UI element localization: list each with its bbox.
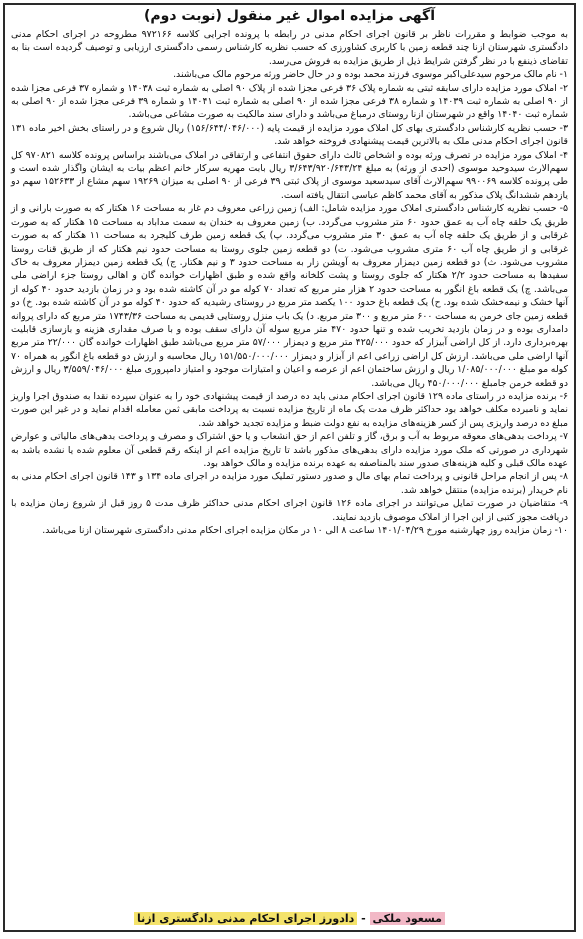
notice-item-5: ۵- حسب نظریه کارشناس دادگستری املاک مورد مزایده شامل: الف) زمین زراعی معروف دم غار به مساحت ۱۶ هکتار که به صورت بارانی و از طریق یک حلقه چاه آب به عمق حدود ۶۰ متر مشروب می‌گردد. ب) زمین معروف به خندان به سمت مداباد به مساحت ۱۵ هکتار که به صورت غرقابی و از طریق یک حلقه چاه آب به عمق ۳۰ متر مشروب می‌گردد. پ) یک قطعه زمین طرف کلیجرد به مساحت ۱۱ هکتار که به صورت غرقابی و از طریق چاه آب ۶۰ متری مشروب می‌شود. ت) دو قطعه زمین جلوی روستا به مساحت حدود نیم هکتار که از طریق قنات روستا مشروب می‌شود. ث) دو قطعه زمین دیمزار معروف به آویشن زار به مساحت حدود ۳ و نیم هکتار. ج) یک قطعه زمین دیمزار معروف به خاک سفید‌ها به مساحت حدود ۲/۲ هکتار که جلوی روستا و پشت کلخانه واقع شده و طبق اظهارات خوانده گان و اهالی روستا جزء اراضی ملی می‌باشد. چ) یک قطعه باغ انگور به مساحت حدود ۲ هزار متر مربع که تعداد ۷۰ کوله مو در آن کاشته شده بود و در زمان بازدید حدود ۴۰ کوله از آنها خشک و نیمه‌خشک شده بود. ح) یک قطعه باغ حدود ۱۰۰ یکصد متر مربع در روستای رشیدیه که حدود ۴۰ کوله مو در آن کاشته شده بود. خ) دو قطعه زمین جای خرمن به مساحت ۶۰۰ متر مربع و ۳۰۰ متر مربع. د) یک باب منزل روستایی قدیمی به مساحت ۱۷۴۳/۳۶ متر مربع که دارای پروانه دامداری بوده و در زمان بازدید تخریب شده و تنها حدود ۴۷۰ متر مربع سوله آن دارای سقف بوده و با صرف مقداری هزینه و بازسازی قابلیت بهره‌برداری دارد. از کل اراضی آبیزار که حدود ۴۲۵/۰۰۰ متر مربع و دیمزار ۵۷/۰۰۰ متر مربع می‌باشد طبق اظهارات خوانده گان ۲۲/۰۰۰ متر مربع آنها اراضی ملی می‌باشد. ارزش کل اراضی زراعی اعم از آبزار و دیمزار ۱۵۱/۵۵۰/۰۰۰/۰۰۰ ریال محاسبه و ارزش دو قطعه باغ انگور به همراه ۷۰ کوله مو مبلغ ۱/۰۸۵/۰۰۰/۰۰۰ ریال و ارزش ساختمان اعم از عرصه و اعیان و امتیازات موجود و امتیاز دامپروری مبلغ ۳/۵۵۹/۰۴۶/۰۰۰ ریال و ارزش دو قطعه خرمن جامبلغ ۴۵۰/۰۰۰/۰۰۰ ریال می‌باشد. xyxy=(11,203,569,389)
notice-item-2: ۲- املاک مورد مزایده دارای سابقه ثبتی به شماره پلاک ۳۶ فرعی مجزا شده از پلاک ۹۰ اصلی به شماره ثبت ۱۴۰۳۸ و شماره ۳۷ فرعی مجزا شده از ۹۰ اصلی به شماره ثبت ۱۴۰۳۹ و شماره ۳۸ فرعی مجزا شده از ۹۰ اصلی به شماره ثبت ۱۴۰۴۱ و شماره ۳۹ فرعی مجزا شده از ۹۰ اصلی به شماره ثبت ۱۴۰۴۰ واقع در شهرستان ازنا روستای درمباغ می‌باشد و دارای سند مالکیت به صورت مشاعی می‌باشد. xyxy=(11,82,569,121)
notice-item-1: ۱- نام مالک مرحوم سیدعلی‌اکبر موسوی فرزند محمد بوده و در حال حاضر ورثه مرحوم مالک می‌باشند. xyxy=(173,69,568,81)
notice-intro: به موجب ضوابط و مقررات ناظر بر قانون اجرای احکام مدنی در رابطه با پرونده اجرایی کلاسه ۹۷۲۱۶۶ مطروحه در اجرای احکام مدنی دادگستری شهرستان ازنا چند قطعه زمین با کاربری کشاورزی که حسب نظریه کارشناس رسمی دادگستری ارزیابی و توصیف گردیده است بنا به تقاضای ذینفع با در نظر گرفتن شرایط ذیل از طریق مزایده به فروش می‌رسد. xyxy=(11,29,568,67)
notice-item-7: ۷- پرداخت بدهی‌های معوقه مربوط به آب و برق، گاز و تلفن اعم از حق انشعاب و یا حق اشتراک و مصرف و پرداخت بدهی‌های مالیاتی و عوارض شهرداری در صورتی که ملک مورد مزایده دارای بدهی‌های مذکور باشد تا تاریخ مزایده اعم از اینکه رقم قطعی آن معلوم شده یا نشده باشد به عهده مالک قبلی و کلیه هزینه‌های صدور سند بالمناصفه به عهده برنده مزایده و مالک خواهد بود. xyxy=(11,431,568,469)
notice-item-6: ۶- برنده مزایده در راستای ماده ۱۲۹ قانون اجرای احکام مدنی باید ده درصد از قیمت پیشنهادی خود را به عنوان سپرده نقدا به صندوق اجرا واریز نماید و نامبرده مکلف خواهد بود حداکثر ظرف مدت یک ماه از تاریخ مزایده نسبت به پرداخت مابقی ثمن معامله اقدام نماید و در غیر این صورت مبلغ ده درصد واریزی پس از کسر هزینه‌های مزایده به نفع دولت ضبط و مزایده تجدید خواهد شد. xyxy=(11,390,569,429)
signature-separator: - xyxy=(357,912,370,925)
notice-title: آگهی مزایده اموال غیر منقول (نوبت دوم) xyxy=(144,8,435,24)
notice-signature xyxy=(13,912,566,926)
notice-item-4: ۴- املاک مورد مزایده در تصرف ورثه بوده و اشخاص ثالث دارای حقوق انتفاعی و ارتفاقی در املاک می‌باشند براساس پرونده کلاسه ۹۷۰۸۲۱ کل سهم‌الارث سیدوحید موسوی (احدی از ورثه) به مبلغ ۳/۶۴۳/۹۲۰/۶۴۳/۲۴ ریال بابت مهریه سرکار خانم اعظم بیات به ایشان واگذار شده است و طی پرونده کلاسه ۹۹۰۰۶۹ سهم‌الارث آقای سیدسعید موسوی از پلاک ثبتی ۳۹ فرعی از ۹۰ اصلی به میزان ۱۹۲۶۹ سهم مشاع از ۱۵۲۶۳۳ سهم دو یازدهم ششدانگ پلاک مذکور به آقای محمد کاظم عباسی انتقال یافته است. xyxy=(11,149,568,201)
signatory-office: دادورز اجرای احکام مدنی دادگستری ازنا xyxy=(134,912,357,925)
auction-notice xyxy=(3,3,576,932)
notice-item-3: ۳- حسب نظریه کارشناس دادگستری بهای کل املاک مورد مزایده از قیمت پایه (۱۵۶/۶۴۴/۰۴۶/۰۰۰) ریال شروع و در راستای بخش اخیر ماده ۱۳۱ قانون اجرای احکام مدنی ملک به بالاترین قیمت پیشنهادی فروخته خواهد شد. xyxy=(11,122,568,148)
notice-item-8: ۸- پس از انجام مراحل قانونی و پرداخت تمام بهای مال و صدور دستور تملیک مورد مزایده در اجرای ماده ۱۳۴ و ۱۴۳ قانون اجرای احکام مدنی به نام خریدار (برنده مزایده) منتقل خواهد شد. xyxy=(11,471,568,496)
signatory-name: مسعود ملکی xyxy=(370,912,445,925)
notice-item-9: ۹- متقاضیان در صورت تمایل می‌توانند در اجرای ماده ۱۲۶ قانون اجرای احکام مدنی حداکثر ظرف مدت ۵ روز قبل از شروع زمان مزایده با دریافت مجوز کتبی از این اجرا از املاک موصوف بازدید نمایند. xyxy=(11,498,569,523)
notice-item-10: ۱۰- زمان مزایده روز چهارشنبه مورخ ۱۴۰۱/۰۴/۲۹ ساعت ۸ الی ۱۰ در مکان مزایده اجرای احکام مدنی دادگستری شهرستان ازنا می‌باشد. xyxy=(42,525,568,537)
